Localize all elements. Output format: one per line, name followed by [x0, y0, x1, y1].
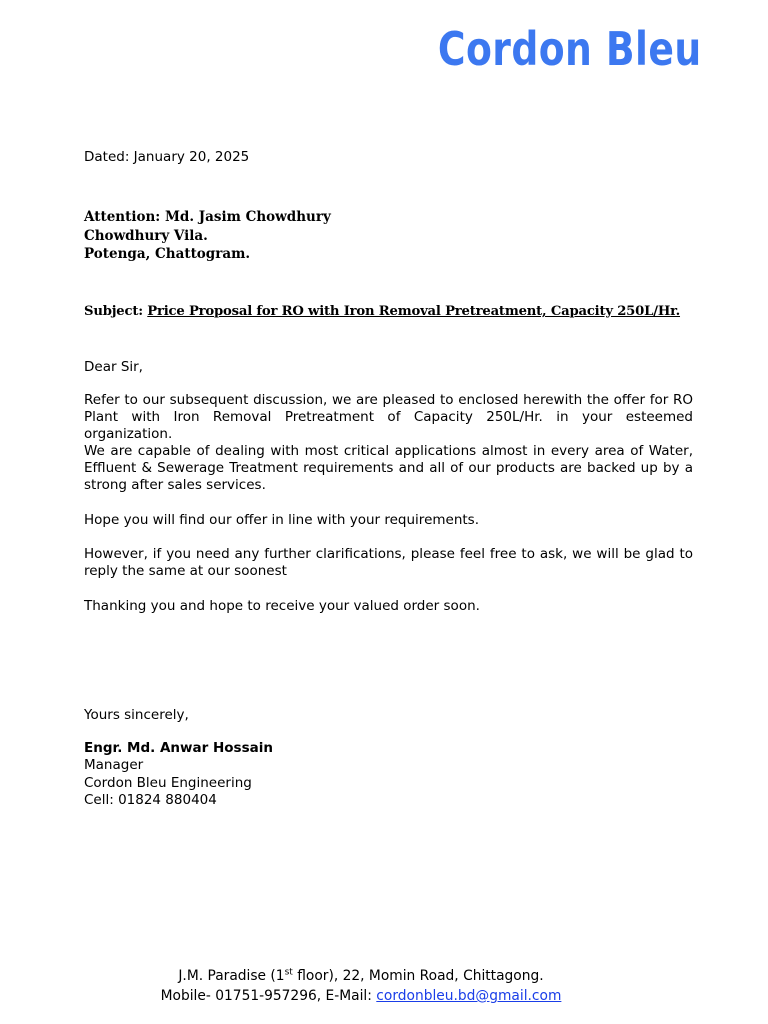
footer-contact [0, 986, 722, 1006]
footer-email-link[interactable]: cordonbleu.bd@gmail.com [376, 988, 562, 1004]
paragraph-5: Thanking you and hope to receive your valued order soon. [84, 598, 480, 614]
subject-label: Subject: [84, 304, 148, 319]
recipient-block [84, 208, 693, 264]
recipient-address-line-1: Chowdhury Vila. [84, 227, 208, 244]
signatory-title: Manager [84, 757, 144, 773]
subject-line [84, 304, 724, 319]
signature-block [84, 757, 252, 810]
footer-mobile: Mobile- 01751-957296, E-Mail: [160, 988, 377, 1004]
footer-address [0, 966, 722, 986]
recipient-address-line-2: Potenga, Chattogram. [84, 246, 251, 262]
letter-date: Dated: January 20, 2025 [84, 149, 250, 165]
signatory-company: Cordon Bleu Engineering [84, 774, 252, 791]
salutation: Dear Sir, [84, 359, 143, 375]
recipient-attention: Attention: Md. Jasim Chowdhury [84, 209, 331, 225]
paragraph-1: Refer to our subsequent discussion, we are pleased to enclosed herewith the offer for RO Plant with Iron Removal Pretreatment of Capacity 250L/Hr. in your esteemed organization. [84, 392, 693, 442]
paragraph-2: We are capable of dealing with most critical applications almost in every area of Water, Effluent & Sewerage Treatment requirements and all of our products are backed up by a strong after sales services. [84, 443, 693, 493]
subject-text: Price Proposal for RO with Iron Removal Pretreatment, Capacity 250L/Hr. [147, 304, 681, 319]
signatory-name: Engr. Md. Anwar Hossain [84, 740, 273, 756]
footer-address-start: J.M. Paradise (1 [178, 968, 285, 984]
signatory-cell: Cell: 01824 880404 [84, 792, 217, 808]
footer-address-end: floor), 22, Momin Road, Chittagong. [292, 968, 544, 984]
paragraph-3: Hope you will find our offer in line with your requirements. [84, 512, 480, 528]
footer-address-superscript: st [284, 967, 293, 978]
company-logo: Cordon Bleu [438, 22, 702, 76]
closing: Yours sincerely, [84, 707, 189, 723]
paragraph-4: However, if you need any further clarifications, please feel free to ask, we will be glad to reply the same at our soonest [84, 546, 693, 579]
